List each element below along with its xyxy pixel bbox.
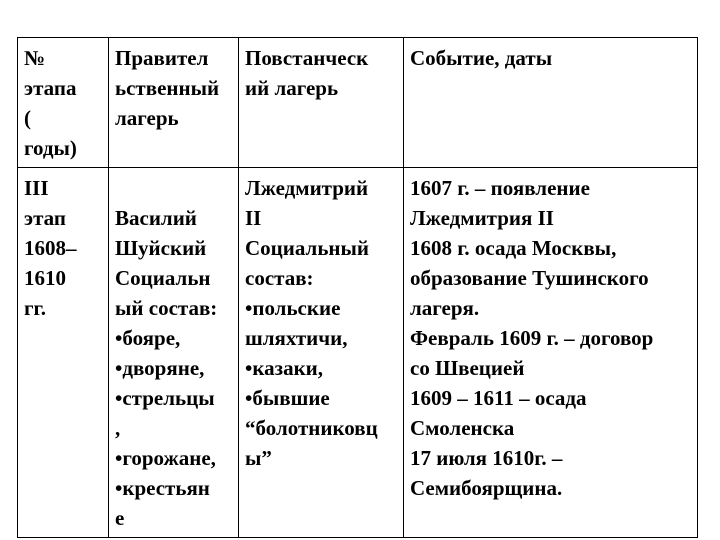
government-line: ый состав: (115, 296, 218, 320)
header-stage-line: этапа (24, 76, 77, 100)
stage-line: 1608– (24, 236, 77, 260)
stage-line: гг. (24, 296, 46, 320)
events-line: Февраль 1609 г. – договор (410, 326, 654, 350)
events-line: 17 июля 1610г. – (410, 446, 563, 470)
cell-spacer (115, 173, 234, 203)
events-line: Лжедмитрия II (410, 206, 554, 230)
header-government-line: Правител (115, 46, 209, 70)
events-cell (404, 168, 698, 538)
events-line: 1609 – 1611 – осада (410, 386, 587, 410)
government-cell (109, 168, 239, 538)
rebels-line: ы” (245, 446, 272, 470)
events-line: Семибоярщина. (410, 476, 563, 500)
events-line: со Швецией (410, 356, 525, 380)
rebels-cell (239, 168, 404, 538)
rebels-line: Социальный (245, 236, 370, 260)
header-rebels-line: Повстанческ (245, 46, 369, 70)
header-stage-line: № (24, 46, 46, 70)
header-government-cell (109, 38, 239, 168)
government-line: Василий (115, 206, 197, 230)
events-line: 1607 г. – появление (410, 176, 590, 200)
government-line: , (115, 416, 121, 440)
government-line: Шуйский (115, 236, 207, 260)
table-row (18, 168, 698, 538)
rebels-line: •бывшие (245, 386, 330, 410)
government-line: •крестьян (115, 476, 210, 500)
header-government-line: лагерь (115, 106, 179, 130)
header-government-line: ьственный (115, 76, 220, 100)
stage-line: III (24, 176, 49, 200)
government-line: •стрельцы (115, 386, 215, 410)
header-stage-cell (18, 38, 109, 168)
government-line: •дворяне, (115, 356, 205, 380)
stage-cell (18, 168, 109, 538)
rebels-line: “болотниковц (245, 416, 378, 440)
stage-line: этап (24, 206, 66, 230)
rebels-line: II (245, 206, 262, 230)
rebels-line: шляхтичи, (245, 326, 348, 350)
government-line: е (115, 506, 125, 530)
rebels-line: состав: (245, 266, 314, 290)
table-header-row (18, 38, 698, 168)
stage-line: 1610 (24, 266, 66, 290)
government-line: •бояре, (115, 326, 181, 350)
header-stage-line: годы) (24, 136, 77, 160)
rebels-line: Лжедмитрий (245, 176, 369, 200)
government-line: •горожане, (115, 446, 216, 470)
rebels-line: •казаки, (245, 356, 324, 380)
rebels-line: •польские (245, 296, 341, 320)
government-line: Социальн (115, 266, 211, 290)
header-rebels-cell (239, 38, 404, 168)
events-line: 1608 г. осада Москвы, (410, 236, 617, 260)
header-events-line: Событие, даты (410, 46, 553, 70)
header-rebels-line: ий лагерь (245, 76, 339, 100)
history-table (17, 37, 698, 538)
events-line: образование Тушинского (410, 266, 649, 290)
header-events-cell (404, 38, 698, 168)
header-stage-line: ( (24, 106, 31, 130)
events-line: лагеря. (410, 296, 480, 320)
events-line: Смоленска (410, 416, 515, 440)
